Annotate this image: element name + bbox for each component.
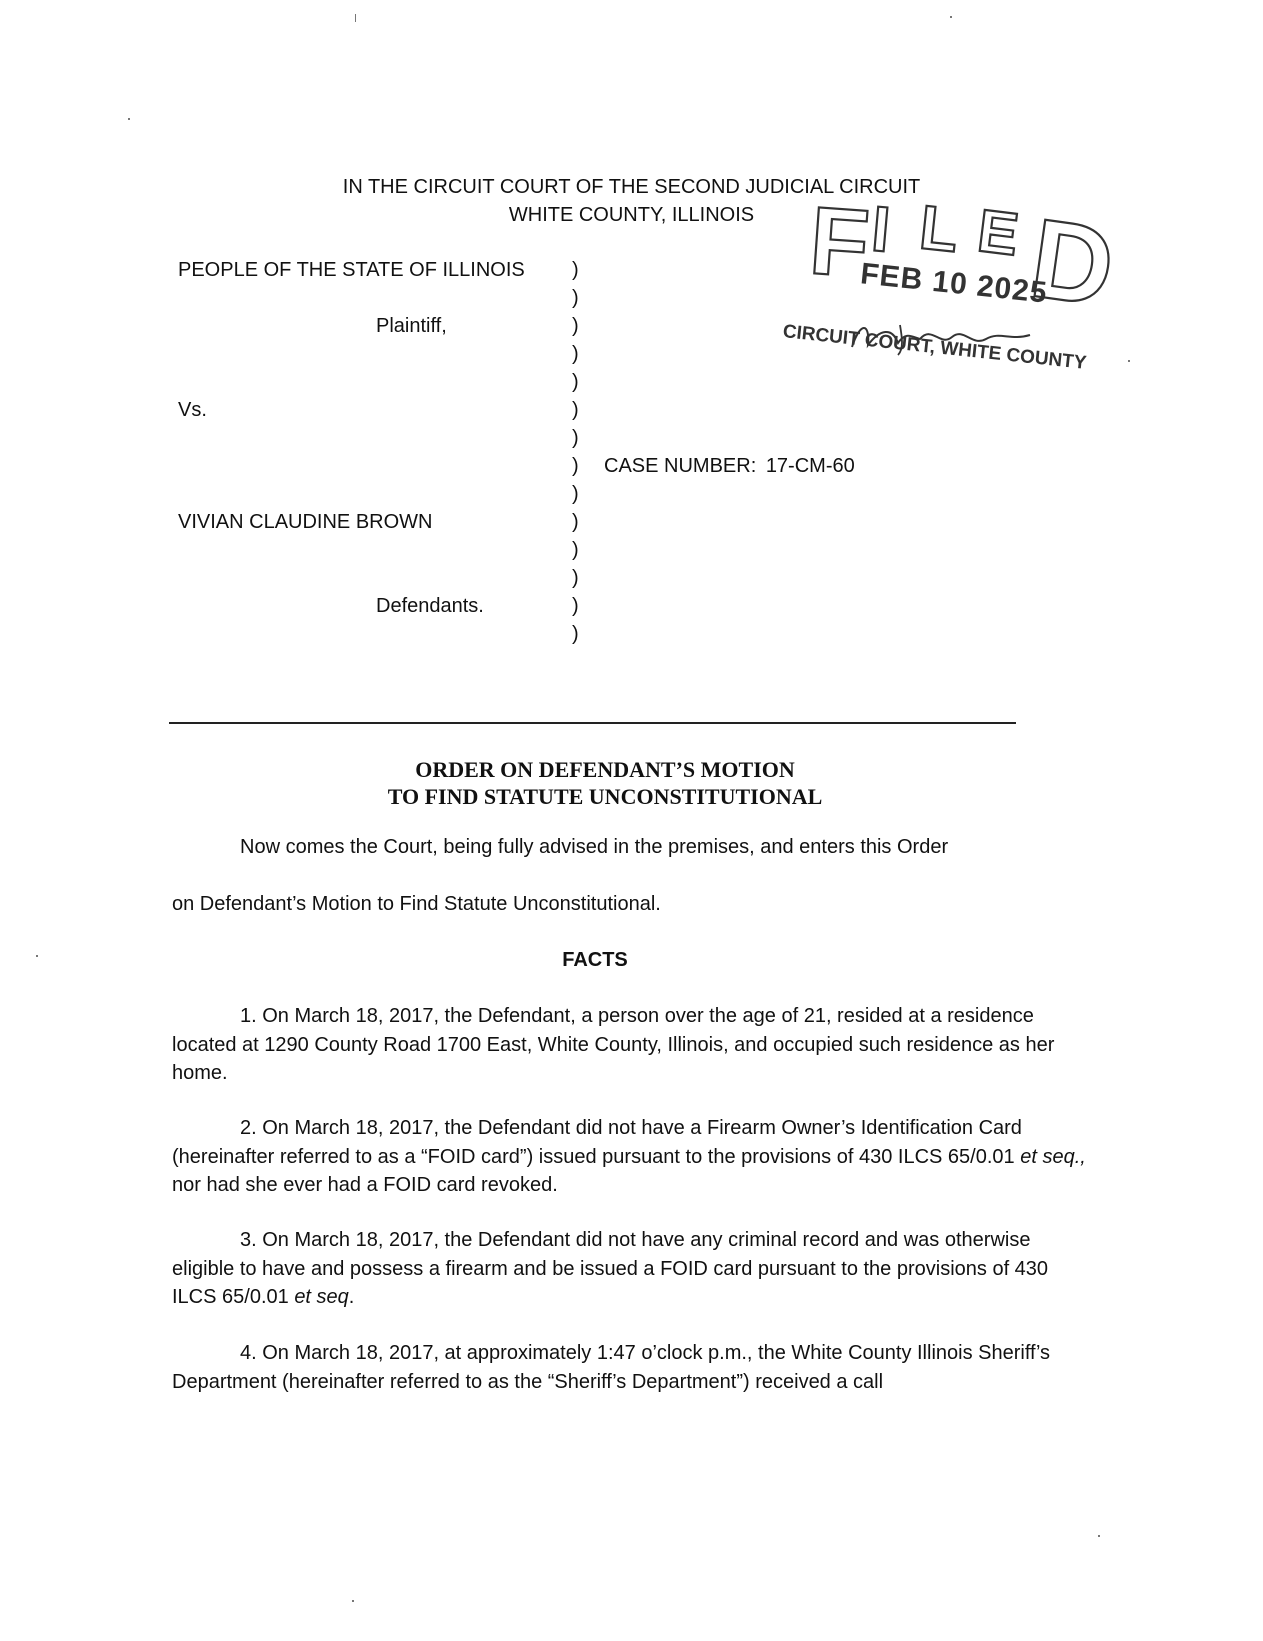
caption-paren: ) <box>572 595 579 617</box>
caption-paren: ) <box>572 427 579 449</box>
case-number-label: CASE NUMBER: <box>604 455 757 477</box>
plaintiff-role: Plaintiff, <box>376 315 447 337</box>
stamp-letter: F <box>806 187 873 298</box>
caption-paren: ) <box>572 399 579 421</box>
intro-line2: on Defendant’s Motion to Find Statute Unconstitutional. <box>172 893 661 915</box>
order-title-line2: TO FIND STATUTE UNCONSTITUTIONAL <box>387 784 823 809</box>
case-number-line <box>604 455 855 478</box>
filed-stamp <box>781 185 1130 415</box>
fact-paragraph-4 <box>172 1339 1092 1396</box>
stamp-letter: I <box>868 192 893 266</box>
plaintiff-name: PEOPLE OF THE STATE OF ILLINOIS <box>178 259 525 281</box>
fact-4-text: 4. On March 18, 2017, at approximately 1:47 o’clock p.m., the White County Illinois Sheriff’s Department (hereinafter referred to as the “Sheriff’s Department”) received a call <box>172 1342 1051 1393</box>
fact-2-italic: et seq., <box>1020 1145 1086 1168</box>
fact-2-text: 2. On March 18, 2017, the Defendant did not have a Firearm Owner’s Identification Card (hereinafter referred to as a “FOID card”) issued pursuant to the provisions of 430 ILCS 65/0.01 <box>172 1117 1022 1168</box>
fact-2-tail: nor had she ever had a FOID card revoked. <box>172 1174 558 1196</box>
caption-paren: ) <box>572 623 579 645</box>
stamp-letter: D <box>1023 194 1122 331</box>
court-header-line1: IN THE CIRCUIT COURT OF THE SECOND JUDICIAL CIRCUIT <box>342 176 921 198</box>
fact-3-tail: . <box>348 1286 355 1308</box>
stamp-date: FEB 10 2025 <box>858 257 1050 310</box>
caption-paren: ) <box>572 343 579 365</box>
caption-paren: ) <box>572 455 579 477</box>
case-number-value: 17-CM-60 <box>765 455 855 477</box>
caption-paren: ) <box>572 511 579 533</box>
scan-speck <box>352 1600 354 1602</box>
versus-label: Vs. <box>178 399 207 421</box>
stamp-letter: L <box>916 193 962 266</box>
caption-paren: ) <box>572 315 579 337</box>
caption-paren: ) <box>572 287 579 309</box>
stamp-court: CIRCUIT COURT, WHITE COUNTY <box>781 321 1088 374</box>
scan-speck <box>128 118 130 120</box>
fact-3-italic: et seq <box>294 1286 349 1308</box>
defendant-name: VIVIAN CLAUDINE BROWN <box>178 511 433 533</box>
defendant-role: Defendants. <box>376 595 484 617</box>
fact-paragraph-3 <box>172 1226 1092 1312</box>
facts-heading: FACTS <box>562 949 628 971</box>
fact-3-text: 3. On March 18, 2017, the Defendant did not have any criminal record and was otherwise eligible to have and possess a firearm and be issued a FOID card pursuant to the provisions of 430 ILCS 65/0.01 <box>172 1229 1049 1308</box>
caption-paren: ) <box>572 483 579 505</box>
caption-paren: ) <box>572 567 579 589</box>
fact-paragraph-1 <box>172 1002 1092 1088</box>
fact-1-text: 1. On March 18, 2017, the Defendant, a person over the age of 21, resided at a residence located at 1290 County Road 1700 East, White County, Illinois, and occupied such residence as her home. <box>172 1005 1055 1084</box>
scan-speck <box>1098 1535 1100 1537</box>
fact-paragraph-2 <box>172 1114 1092 1200</box>
caption-paren: ) <box>572 371 579 393</box>
caption-paren: ) <box>572 539 579 561</box>
court-header-line2: WHITE COUNTY, ILLINOIS <box>508 204 755 226</box>
stamp-letter: E <box>974 196 1023 269</box>
caption-divider <box>169 722 1016 724</box>
order-title-line1: ORDER ON DEFENDANT’S MOTION <box>415 757 795 782</box>
intro-line1: Now comes the Court, being fully advised in the premises, and enters this Order <box>240 836 949 858</box>
caption-paren: ) <box>572 259 579 281</box>
scan-speck <box>950 16 952 18</box>
scan-speck <box>355 14 356 22</box>
